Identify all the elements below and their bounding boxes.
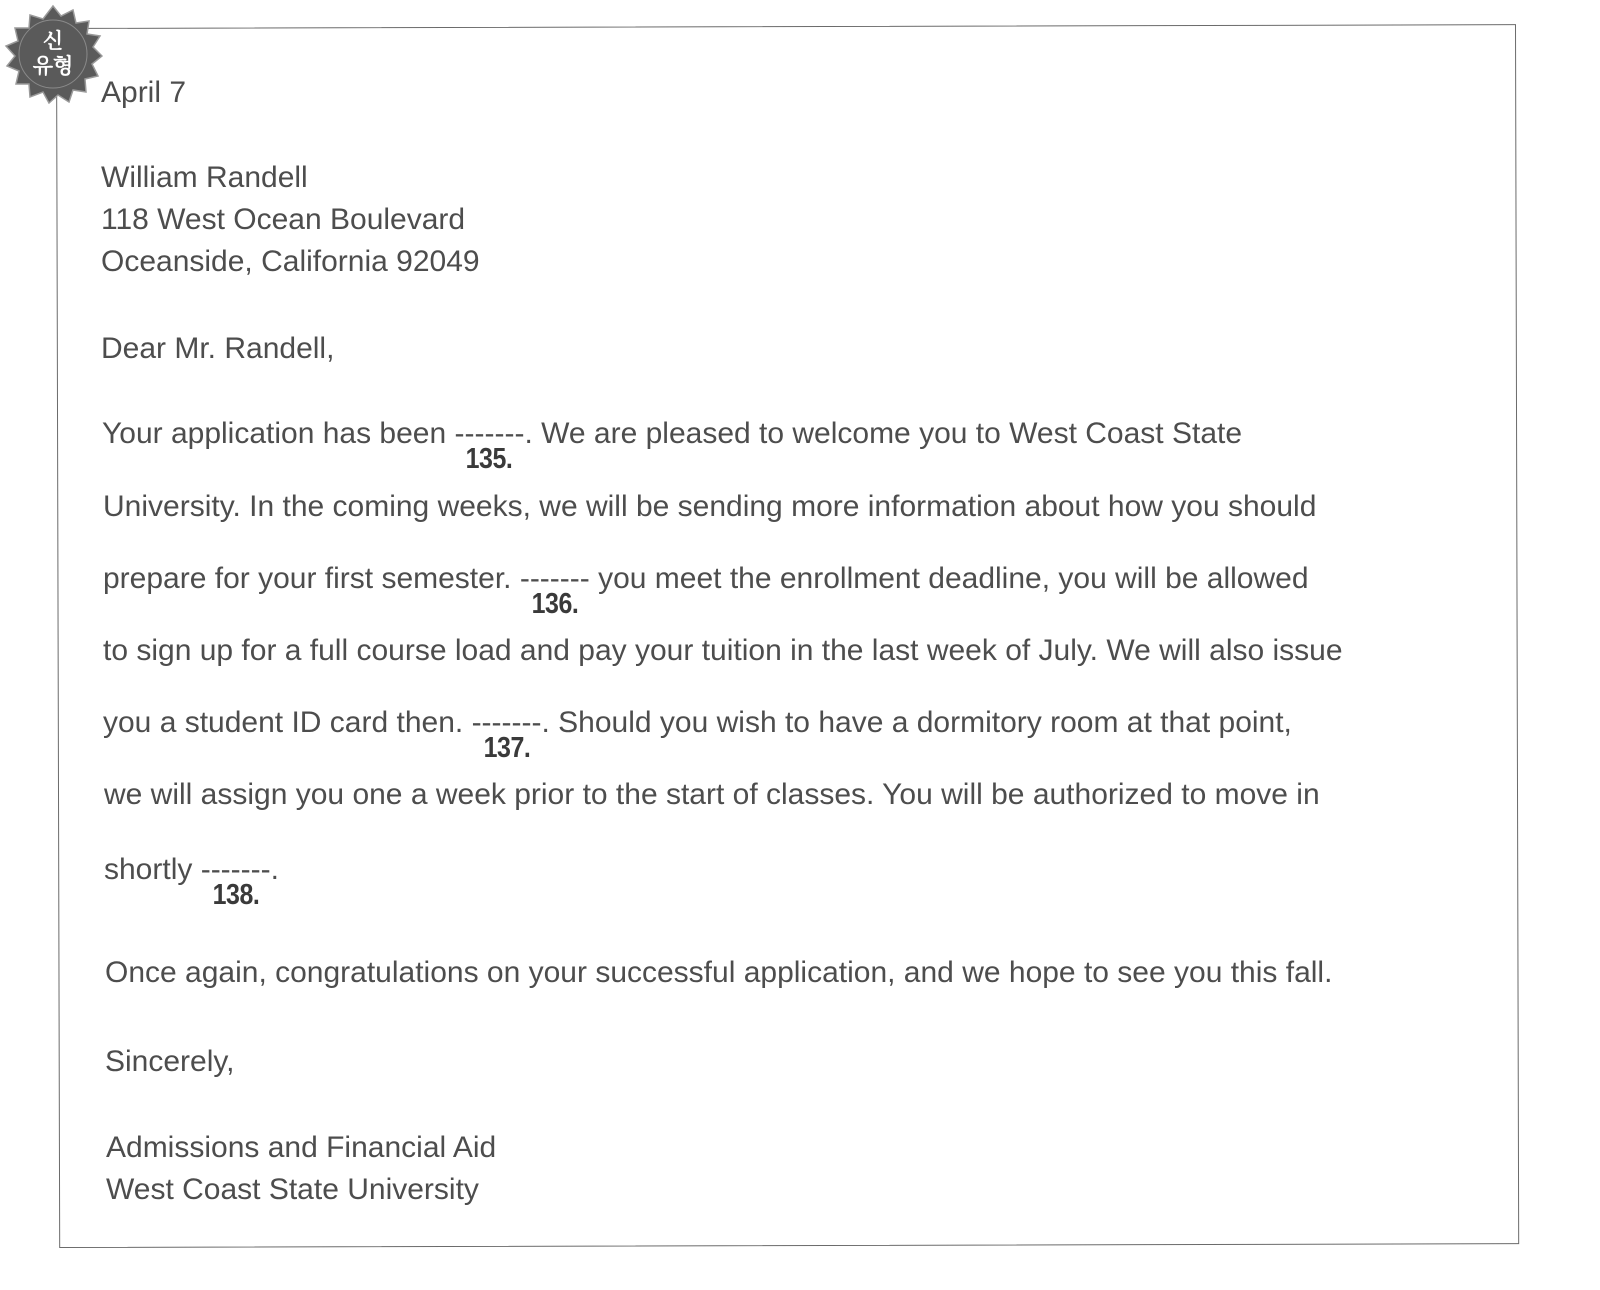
body-text: you a student ID card then. xyxy=(103,706,472,739)
body-text: prepare for your first semester. xyxy=(103,562,520,595)
body-line-7 xyxy=(104,853,279,911)
body-text: shortly xyxy=(104,853,201,886)
question-number-label: 138. xyxy=(212,879,260,911)
signoff: Sincerely, xyxy=(105,1045,235,1078)
body-line-1 xyxy=(102,417,1243,475)
question-number-138 xyxy=(208,879,262,912)
body-line-4: to sign up for a full course load and pay your tuition in the last week of July. We will also issue xyxy=(103,634,1343,667)
question-number-label: 135. xyxy=(466,443,513,475)
recipient-street: 118 West Ocean Boulevard xyxy=(101,203,466,236)
body-text: . Should you wish to have a dormitory room at that point, xyxy=(541,706,1292,739)
body-line-3 xyxy=(103,562,1309,620)
badge-line-2: 유형 xyxy=(32,54,74,78)
body-text: Your application has been xyxy=(102,417,455,450)
signature-line-1: Admissions and Financial Aid xyxy=(106,1131,497,1164)
new-type-badge xyxy=(3,4,103,104)
blank-dashes: ------- xyxy=(519,562,590,595)
signature-line-2: West Coast State University xyxy=(106,1173,479,1206)
question-number-label: 137. xyxy=(483,732,530,764)
blank-dashes: ------- xyxy=(471,706,542,739)
blank-136 xyxy=(519,562,590,620)
body-line-5 xyxy=(103,706,1292,764)
blank-dashes: ------- xyxy=(200,853,271,886)
question-number-135 xyxy=(462,443,516,476)
salutation: Dear Mr. Randell, xyxy=(101,332,335,365)
recipient-city: Oceanside, California 92049 xyxy=(101,245,480,278)
blank-135 xyxy=(454,417,525,475)
blank-138 xyxy=(200,853,271,911)
badge-line-1: 신 xyxy=(42,29,64,53)
closing-paragraph: Once again, congratulations on your successful application, and we hope to see you this fall. xyxy=(105,956,1333,989)
body-text: . xyxy=(270,853,279,886)
question-number-137 xyxy=(479,732,533,765)
body-line-6: we will assign you one a week prior to the start of classes. You will be authorized to move in xyxy=(104,778,1320,811)
question-number-136 xyxy=(528,588,582,621)
body-text: you meet the enrollment deadline, you will be allowed xyxy=(589,562,1309,595)
blank-137 xyxy=(471,706,542,764)
body-text: . We are pleased to welcome you to West Coast State xyxy=(524,417,1243,450)
question-number-label: 136. xyxy=(531,588,579,620)
letter-date: April 7 xyxy=(101,76,187,109)
blank-dashes: ------- xyxy=(454,417,525,450)
recipient-name: William Randell xyxy=(101,161,308,194)
body-line-2: University. In the coming weeks, we will be sending more information about how you should xyxy=(103,490,1317,523)
